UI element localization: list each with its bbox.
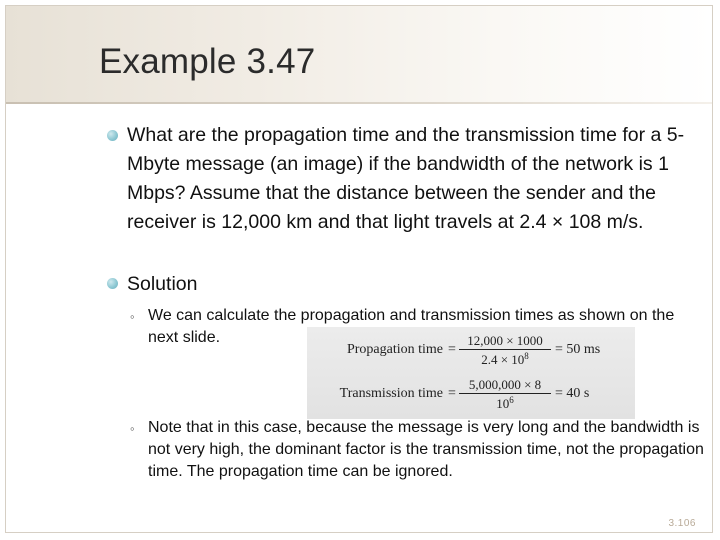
bullet-icon xyxy=(107,130,118,141)
propagation-numerator: 12,000 × 1000 xyxy=(467,333,543,348)
fraction-bar xyxy=(459,393,551,394)
transmission-equals: = xyxy=(448,386,456,401)
propagation-label: Propagation time xyxy=(346,342,443,357)
solution-bullet: Solution xyxy=(127,273,198,295)
page-number: 3.106 xyxy=(668,518,696,529)
propagation-denominator-exponent: 8 xyxy=(524,351,529,361)
propagation-denominator-base: 2.4 × 10 xyxy=(481,352,525,367)
transmission-denominator-base: 10 xyxy=(496,396,510,411)
bullet-icon xyxy=(107,278,118,289)
propagation-result: = 50 ms xyxy=(555,342,601,357)
slide-title: Example 3.47 xyxy=(99,42,316,81)
transmission-denominator xyxy=(459,396,551,411)
propagation-denominator xyxy=(459,352,551,367)
fraction-bar xyxy=(459,349,551,350)
transmission-numerator: 5,000,000 × 8 xyxy=(468,377,542,392)
transmission-result: = 40 s xyxy=(555,386,590,401)
transmission-formula xyxy=(307,375,635,415)
sub-bullet-note: Note that in this case, because the message is very long and the bandwidth is not very high, the dominant factor is the transmission time, not the propagation time. The propagation time can be ignored. xyxy=(148,419,704,480)
sub-bullet-icon: ◦ xyxy=(130,421,135,436)
sub-bullet-calculation: We can calculate the propagation and transmission times as shown on the next slide. xyxy=(148,307,675,346)
formula-image xyxy=(307,327,635,419)
propagation-equals: = xyxy=(448,342,456,357)
transmission-label: Transmission time xyxy=(339,386,443,401)
transmission-denominator-exponent: 6 xyxy=(509,395,514,405)
propagation-fraction xyxy=(459,333,551,367)
transmission-fraction xyxy=(459,377,551,411)
sub-bullet-icon: ◦ xyxy=(130,309,135,324)
propagation-formula xyxy=(307,331,635,371)
question-bullet: What are the propagation time and the transmission time for a 5-Mbyte message (an image) if the bandwidth of the network is 1 Mbps? Assume that the distance between the sender and the receiver is 12,000 km and that light travels at 2.4 × 108 m/s. xyxy=(127,124,685,233)
